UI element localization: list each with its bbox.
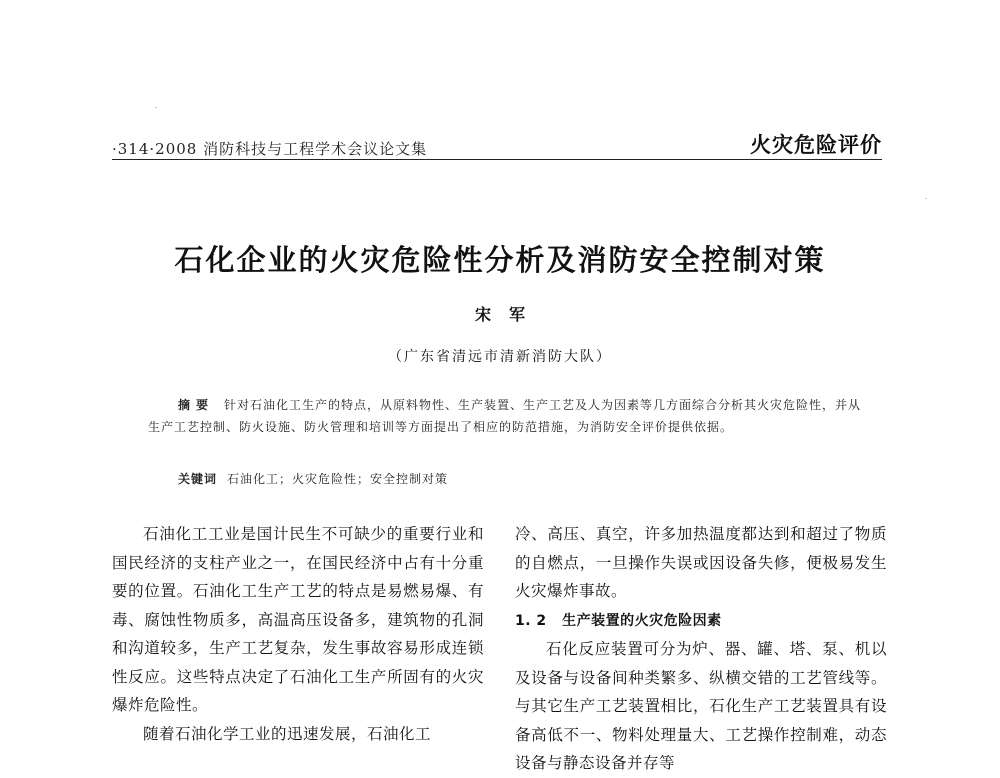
abstract-label: 摘要: [178, 398, 215, 412]
left-column: [112, 520, 484, 748]
header-divider: [112, 159, 882, 160]
keywords-text: 石油化工；火灾危险性；安全控制对策: [227, 472, 449, 486]
section-title: 生产装置的火灾危险因素: [562, 612, 722, 629]
body-paragraph: 随着石油化学工业的迅速发展，石油化工: [143, 724, 432, 743]
affiliation: （广东省清远市清新消防大队）: [388, 349, 612, 365]
author: 宋军: [474, 305, 543, 324]
abstract-text: 针对石油化工生产的特点，从原料物性、生产装置、生产工艺及人为因素等几方面综合分析其火灾危险性，并从生产工艺控制、防火设施、防火管理和培训等方面提出了相应的防范措施，为消防安全评价提供依据。: [148, 398, 862, 434]
body-paragraph: 冷、高压、真空，许多加热温度都达到和超过了物质的自燃点，一旦操作失误或因设备失修，便极易发生火灾爆炸事故。: [515, 525, 887, 600]
keywords-label: 关键词: [178, 472, 218, 486]
section-heading: [515, 606, 887, 636]
section-label: 火灾危险评价: [750, 133, 882, 157]
right-column: [515, 520, 887, 778]
section-number: 1. 2: [515, 612, 547, 629]
scan-speck: ·: [925, 196, 927, 203]
running-header: ·314·2008 消防科技与工程学术会议论文集: [112, 140, 428, 158]
paper-title: 石化企业的火灾危险性分析及消防安全控制对策: [174, 243, 826, 277]
abstract: [148, 394, 863, 438]
scan-speck: ·: [155, 105, 157, 112]
body-paragraph: 石化反应装置可分为炉、器、罐、塔、泵、机以及设备与设备间种类繁多、纵横交错的工艺管线等。与其它生产工艺装置相比，石化生产工艺装置具有设备高低不一、物料处理量大、工艺操作控制难，动态设备与静态设备并存等: [515, 640, 887, 772]
body-paragraph: 石油化工工业是国计民生不可缺少的重要行业和国民经济的支柱产业之一，在国民经济中占有十分重要的位置。石油化工生产工艺的特点是易燃易爆、有毒、腐蚀性物质多，高温高压设备多，建筑物的孔洞和沟道较多，生产工艺复杂，发生事故容易形成连锁性反应。这些特点决定了石油化工生产所固有的火灾爆炸危险性。: [112, 525, 484, 714]
keywords: [178, 470, 868, 487]
